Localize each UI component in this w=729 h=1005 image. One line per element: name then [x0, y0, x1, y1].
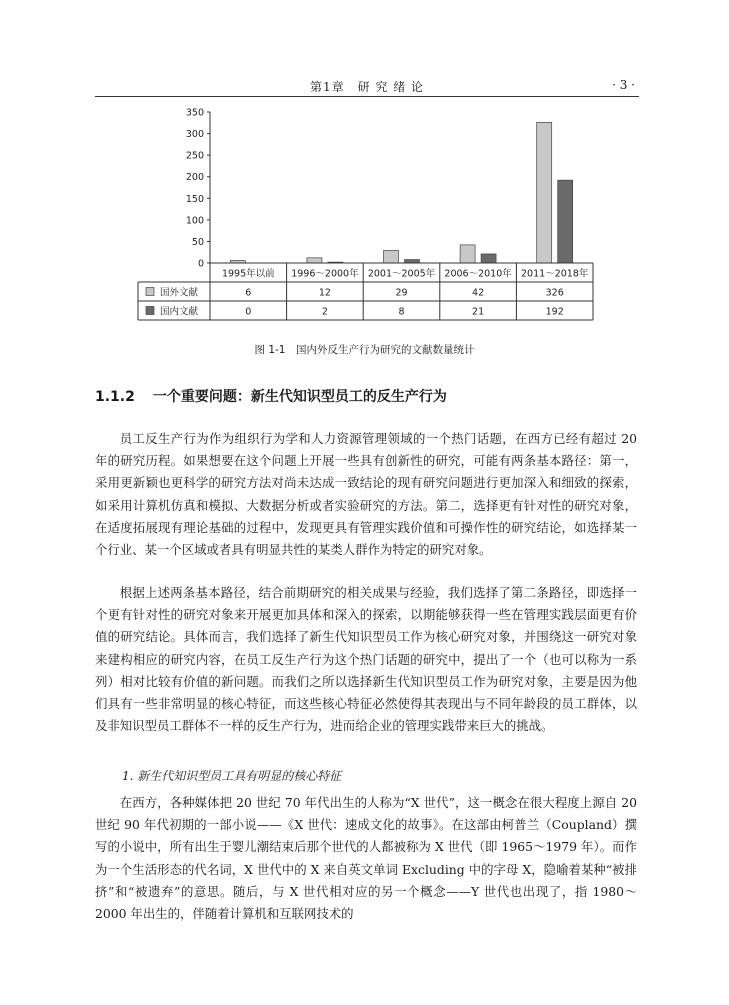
- data-value-label: 42: [472, 287, 485, 299]
- bar-domestic: [405, 260, 420, 263]
- paragraph-2: 根据上述两条基本路径，结合前期研究的相关成果与经验，我们选择了第二条路径，即选择一个更有针对性的研究对象来开展更加具体和深入的探索，以期能够获得一些在管理实践层面更有价值的研究结论。具体而言，我们选择了新生代知识型员工作为核心研究对象，并围绕这一研究对象来建构相应的研究内容，在员工反生产行为这个热门话题的研究中，提出了一个（也可以称为一系列）相对比较有价值的新问题。而我们之所以选择新生代知识型员工作为研究对象，主要是因为他们具有一些非常明显的核心特征，而这些核心特征必然使得其表现出与不同年龄段的员工群体，以及非知识型员工群体不一样的反生产行为，进而给企业的管理实践带来巨大的挑战。: [95, 585, 637, 734]
- data-value-label: 12: [318, 287, 331, 299]
- data-value-label: 29: [395, 287, 408, 299]
- section-heading: [95, 386, 447, 406]
- data-value-label: 6: [245, 287, 252, 299]
- legend-label: 国内文献: [160, 306, 199, 318]
- literature-count-chart: [130, 108, 600, 330]
- x-category-label: 2011～2018年: [521, 268, 589, 280]
- bar-foreign: [460, 245, 475, 263]
- data-value-label: 326: [545, 287, 564, 299]
- x-category-label: 2001～2005年: [367, 268, 436, 280]
- x-category-label: 1995年以前: [221, 268, 275, 280]
- bar-domestic: [558, 180, 573, 263]
- bar-domestic: [481, 254, 496, 263]
- bar-foreign: [384, 250, 399, 263]
- y-tick-label: 200: [185, 172, 204, 184]
- chapter-title: 第1章 研 究 绪 论: [309, 80, 425, 94]
- x-category-label: 1996～2000年: [291, 268, 359, 280]
- running-header: [95, 76, 639, 97]
- legend-swatch: [146, 307, 154, 315]
- paragraph-1: 员工反生产行为作为组织行为学和人力资源管理领域的一个热门话题，在西方已经有超过 20 年的研究历程。如果想要在这个问题上开展一些具有创新性的研究，可能有两条基本路径：第一，采用更新颖也更科学的研究方法对尚未达成一致结论的现有研究问题进行更加深入和细致的探索，如采用计算机仿真和模拟、大数据分析或者实验研究的方法。第二，选择更有针对性的研究对象，在适度拓展现有理论基础的过程中，发现更具有管理实践价值和可操作性的研究结论，如选择某一个行业、某一个区域或者具有明显共性的某类人群作为特定的研究对象。: [95, 431, 637, 558]
- legend-label: 国外文献: [160, 287, 199, 299]
- subheading: 1. 新生代知识型员工具有明显的核心特征: [122, 769, 342, 783]
- y-tick-label: 250: [185, 150, 204, 162]
- x-category-label: 2006～2010年: [444, 268, 512, 280]
- data-value-label: 0: [245, 306, 252, 318]
- section-title: 一个重要问题：新生代知识型员工的反生产行为: [152, 389, 447, 405]
- y-tick-label: 150: [185, 193, 204, 205]
- bar-foreign: [307, 258, 322, 263]
- y-tick-label: 100: [185, 215, 204, 227]
- y-tick-label: 50: [191, 236, 204, 248]
- y-tick-label: 0: [197, 258, 204, 270]
- data-value-label: 21: [472, 306, 485, 318]
- paragraph-3: 在西方，各种媒体把 20 世纪 70 年代出生的人称为“X 世代”，这一概念在很大程度上源自 20 世纪 90 年代初期的一部小说——《X 世代：速成文化的故事》。在这部由柯普兰（Coupland）撰写的小说中，所有出生于婴儿潮结束后那个世代的人都被称为 X 世代（即 1965～1979 年）。而作为一个生活形态的代名词，X 世代中的 X 来自英文单词 Excluding 中的字母 X，隐喻着某种“被排挤”和“被遗弃”的意思。随后，与 X 世代相对应的另一个概念——Y 世代也出现了，指 1980～2000 年出生的，伴随着计算机和互联网技术的: [95, 795, 637, 922]
- legend-swatch: [146, 288, 154, 296]
- data-value-label: 2: [321, 306, 328, 318]
- y-tick-label: 350: [185, 108, 204, 119]
- section-number: 1.1.2: [95, 389, 135, 405]
- y-tick-label: 300: [185, 129, 204, 141]
- bar-foreign: [537, 122, 552, 263]
- data-value-label: 8: [398, 306, 405, 318]
- figure-caption: 图 1-1 国内外反生产行为研究的文献数量统计: [254, 344, 475, 356]
- data-value-label: 192: [545, 306, 564, 318]
- page-number: · 3 ·: [612, 78, 635, 92]
